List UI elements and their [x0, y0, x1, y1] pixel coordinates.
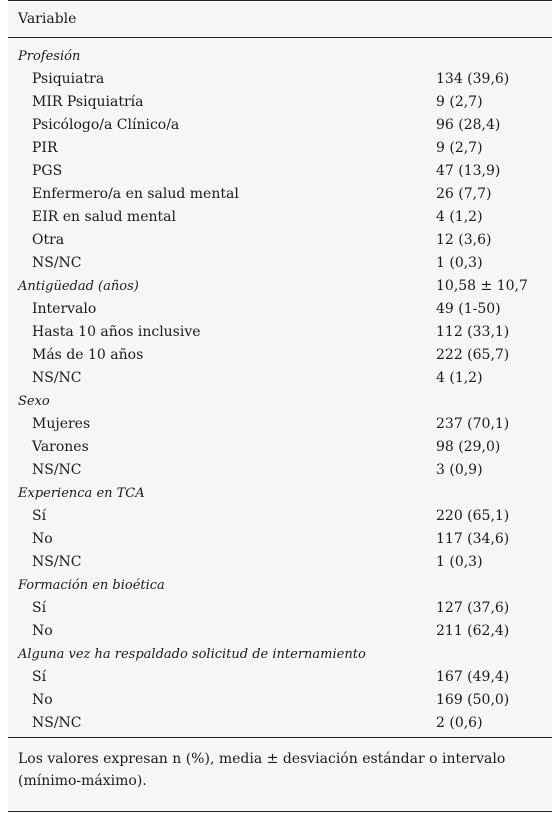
data-table [8, 0, 552, 812]
row-label: Sí [32, 669, 47, 685]
table-row [8, 551, 552, 574]
table-header [8, 0, 552, 38]
row-label: Hasta 10 años inclusive [32, 324, 201, 340]
table-row [8, 137, 552, 160]
section-label: Experienca en TCA [18, 486, 145, 501]
table-row [8, 252, 552, 275]
table-footnote: Los valores expresan n (%), media ± desviación estándar o intervalo (mínimo-máximo). [8, 737, 552, 812]
row-label: NS/NC [32, 554, 82, 570]
row-label: Más de 10 años [32, 347, 144, 363]
section-label: Sexo [18, 394, 50, 409]
table-section-row [8, 390, 552, 413]
row-value: 222 (65,7) [436, 347, 510, 363]
row-label: Psiquiatra [32, 71, 105, 87]
row-value: 169 (50,0) [436, 692, 510, 708]
header-variable: Variable [18, 11, 77, 27]
row-value: 2 (0,6) [436, 715, 483, 731]
table-section-row [8, 643, 552, 666]
section-label: Alguna vez ha respaldado solicitud de internamiento [18, 647, 366, 662]
table-row [8, 229, 552, 252]
table-section-row [8, 574, 552, 597]
table-row [8, 597, 552, 620]
row-value: 49 (1-50) [436, 301, 501, 317]
row-value: 117 (34,6) [436, 531, 510, 547]
table-row [8, 344, 552, 367]
row-value: 134 (39,6) [436, 71, 510, 87]
section-label: Formación en bioética [18, 578, 165, 593]
table-row [8, 505, 552, 528]
row-label: Enfermero/a en salud mental [32, 186, 239, 202]
row-value: 127 (37,6) [436, 600, 510, 616]
row-value: 112 (33,1) [436, 324, 510, 340]
table-row [8, 528, 552, 551]
table-row [8, 160, 552, 183]
row-label: NS/NC [32, 370, 82, 386]
table-row [8, 206, 552, 229]
table-section-row [8, 275, 552, 298]
row-label: No [32, 623, 53, 639]
row-value: 47 (13,9) [436, 163, 501, 179]
row-label: Sí [32, 600, 47, 616]
table-row [8, 712, 552, 735]
row-label: Sí [32, 508, 47, 524]
row-value: 98 (29,0) [436, 439, 501, 455]
row-label: No [32, 531, 53, 547]
table-row [8, 413, 552, 436]
row-label: Psicólogo/a Clínico/a [32, 117, 180, 133]
row-value: 26 (7,7) [436, 186, 492, 202]
row-label: NS/NC [32, 462, 82, 478]
row-label: Varones [32, 439, 89, 455]
row-value: 10,58 ± 10,7 [436, 278, 528, 294]
row-label: Otra [32, 232, 65, 248]
row-value: 211 (62,4) [436, 623, 510, 639]
table-section-row [8, 482, 552, 505]
row-value: 9 (2,7) [436, 94, 483, 110]
row-label: EIR en salud mental [32, 209, 176, 225]
table-row [8, 321, 552, 344]
row-value: 1 (0,3) [436, 554, 483, 570]
table-row [8, 666, 552, 689]
table-body [8, 38, 552, 735]
row-value: 220 (65,1) [436, 508, 510, 524]
table-row [8, 183, 552, 206]
table-row [8, 298, 552, 321]
row-value: 96 (28,4) [436, 117, 501, 133]
row-value: 3 (0,9) [436, 462, 483, 478]
table-row [8, 459, 552, 482]
row-label: PGS [32, 163, 63, 179]
table-row [8, 436, 552, 459]
row-value: 4 (1,2) [436, 209, 483, 225]
row-value: 1 (0,3) [436, 255, 483, 271]
row-label: MIR Psiquiatría [32, 94, 144, 110]
table-row [8, 114, 552, 137]
row-label: PIR [32, 140, 58, 156]
row-label: NS/NC [32, 715, 82, 731]
row-value: 4 (1,2) [436, 370, 483, 386]
table-row [8, 367, 552, 390]
table-row [8, 91, 552, 114]
section-label: Antigüedad (años) [18, 279, 139, 294]
row-label: Intervalo [32, 301, 97, 317]
row-value: 9 (2,7) [436, 140, 483, 156]
table-row [8, 689, 552, 712]
row-label: NS/NC [32, 255, 82, 271]
row-label: No [32, 692, 53, 708]
row-label: Mujeres [32, 416, 91, 432]
row-value: 237 (70,1) [436, 416, 510, 432]
table-section-row [8, 45, 552, 68]
table-row [8, 620, 552, 643]
table-row [8, 68, 552, 91]
section-label: Profesión [18, 49, 81, 64]
row-value: 12 (3,6) [436, 232, 492, 248]
row-value: 167 (49,4) [436, 669, 510, 685]
